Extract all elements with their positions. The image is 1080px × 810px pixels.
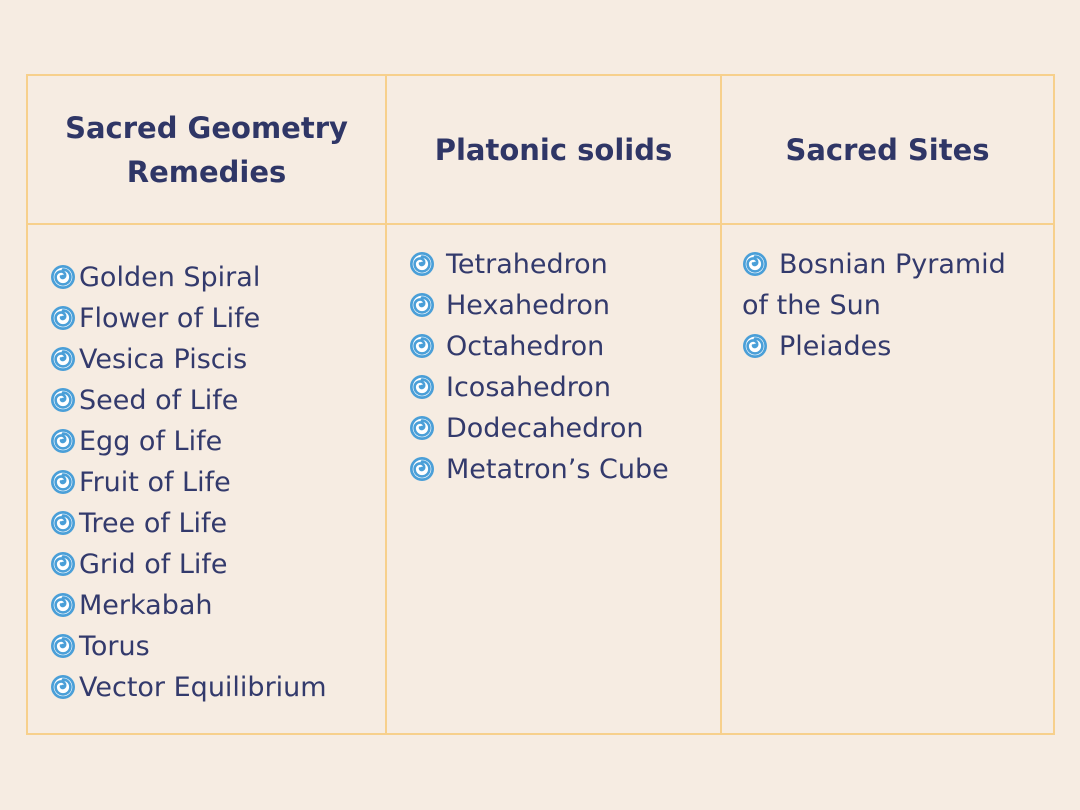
list-item-label: Vector Equilibrium [79,672,327,703]
platonic-solids-column [387,225,722,733]
spiral-icon [742,251,768,277]
list-item [742,244,1053,285]
list-item-label: Pleiades [779,331,892,362]
remedies-column [28,225,387,733]
list-item-label: Fruit of Life [79,467,231,498]
remedies-list [50,257,385,708]
spiral-icon [50,510,76,536]
list-item-label: Icosahedron [446,372,611,403]
spiral-icon [409,374,435,400]
spiral-icon [50,305,76,331]
list-item [50,380,385,421]
list-item [50,339,385,380]
list-item [50,257,385,298]
spiral-icon [50,469,76,495]
header-sacred-sites [722,76,1053,225]
list-item-label: Seed of Life [79,385,239,416]
list-item [409,326,720,367]
list-item [50,462,385,503]
list-item [50,421,385,462]
list-item [50,503,385,544]
list-item-label: Tree of Life [79,508,228,539]
list-item-label: Grid of Life [79,549,228,580]
list-item-label: Golden Spiral [79,262,261,293]
sacred-geometry-table [26,74,1055,735]
list-item [409,285,720,326]
list-item-label: Merkabah [79,590,213,621]
list-item [409,367,720,408]
list-item [409,244,720,285]
spiral-icon [409,456,435,482]
header-remedies [28,76,387,225]
spiral-icon [50,551,76,577]
platonic-solids-list [409,244,720,490]
list-item-label: Egg of Life [79,426,223,457]
spiral-icon [409,333,435,359]
spiral-icon [50,633,76,659]
spiral-icon [50,674,76,700]
list-item-label: Hexahedron [446,290,610,321]
list-item-label: Tetrahedron [446,249,608,280]
list-item [50,626,385,667]
spiral-icon [742,333,768,359]
list-item [409,449,720,490]
spiral-icon [50,592,76,618]
spiral-icon [409,292,435,318]
list-item-label: Vesica Piscis [79,344,248,375]
spiral-icon [50,428,76,454]
spiral-icon [50,346,76,372]
list-item [50,544,385,585]
list-item [50,298,385,339]
list-item-label: Metatron’s Cube [446,454,669,485]
list-item-continuation [742,285,1053,326]
spiral-icon [409,251,435,277]
list-item-label: Octahedron [446,331,605,362]
header-sacred-sites-label: Sacred Sites [785,132,990,167]
list-item-label: Dodecahedron [446,413,644,444]
list-item-label: of the Sun [742,290,881,321]
list-item-label: Bosnian Pyramid [779,249,1006,280]
spiral-icon [50,264,76,290]
sacred-sites-list [742,244,1053,367]
list-item-label: Flower of Life [79,303,261,334]
header-platonic-solids-label: Platonic solids [434,132,673,167]
list-item [50,667,385,708]
header-remedies-label: Sacred Geometry Remedies [65,110,348,189]
spiral-icon [50,387,76,413]
header-platonic-solids [387,76,722,225]
spiral-icon [409,415,435,441]
list-item [50,585,385,626]
list-item [742,326,1053,367]
list-item [409,408,720,449]
list-item-label: Torus [79,631,150,662]
sacred-sites-column [722,225,1053,733]
